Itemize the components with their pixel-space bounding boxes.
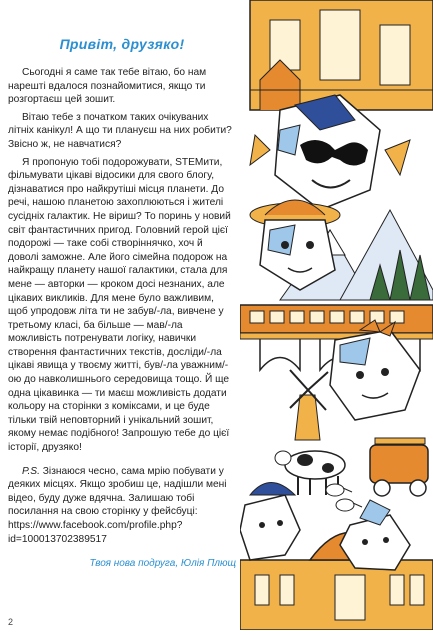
paragraph-1: Сьогодні я саме так тебе вітаю, бо нам нарешті вдалося познайомитися, якщо ти розгортаєш цей зошит. — [8, 67, 207, 106]
castle-building — [250, 0, 433, 110]
sun-character — [250, 95, 410, 210]
windmill — [290, 370, 328, 440]
illustration-strip — [240, 0, 433, 630]
illustration-svg — [240, 0, 433, 630]
paragraph-3: Я пропоную тобі подорожувати, STEMити, фільмувати цікаві відосики для свого блогу, дізнаватися про найкрутіші місця планети. До речі, нашою планетою захоплюються і жителі сусідніх галактик. Не віриш? То поринь у новий світ фантастичних пригод. Головний герой цієї подорожі — таке собі створіннячко, хоч й доволі заможне. Але його сімейна подорож на найкращу планету нашої галактики, стала для мене — авторки — кроком досі незнаних, але цікавих викликів. Для мене було важливим, щоб упродовж літа ти не забув/-ла, вивчене у третьому класі, ба більше — мав/-ла можливість потренувати логіку, навички створення фантастичних текстів, досліди/-ла цікаві явища у твоєму житті, був/-ла уважним/-ою до навколишнього середовища тощо. Й ще одна цікавинка — ти маєш можливість додати кольору на сторінки з комiксами, и це буде тільки твій неповторний і унікальний зошит, якому немає подібного! Запрошую тебе до цієї історії, друзяко! — [8, 156, 231, 454]
ps-text: Зізнаюся чесно, сама мрію побувати у деяких місцях. Якщо зробиш це, надішли мені відео, буду дуже вдячна. Залишаю тобі посилання на свою сторінку у фейсбуці: https://www.facebook.com/profile.php?id=100013702389517 — [8, 465, 227, 545]
ps-label: P.S. — [22, 465, 40, 477]
page-number: 2 — [8, 617, 14, 627]
postscript — [8, 465, 236, 547]
kiwi-birds — [326, 484, 362, 511]
golf-cart — [370, 438, 428, 496]
paragraph-2: Вітаю тебе з початком таких очікуваних літніх канікул! А що ти плануєш на них робити? Звісно ж, не навчатися? — [8, 111, 232, 150]
text-column — [8, 36, 236, 569]
signature: Твоя нова подруга, Юлія Плющ — [89, 558, 236, 570]
page-title: Привіт, друзяко! — [59, 36, 185, 52]
